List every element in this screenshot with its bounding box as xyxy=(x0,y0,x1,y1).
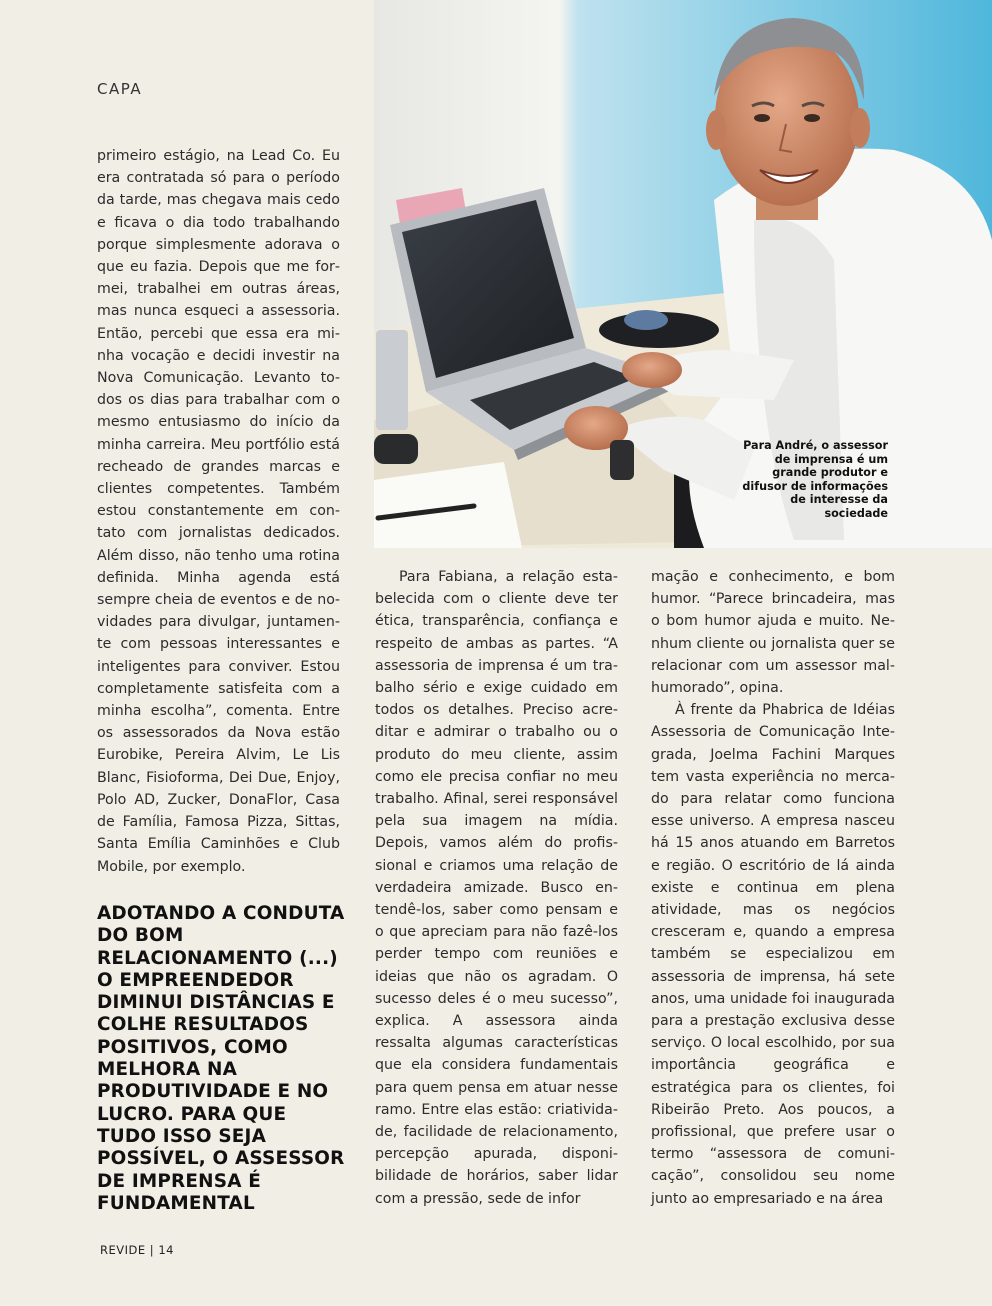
article-column-1 xyxy=(97,145,340,878)
pull-quote: ADOTANDO A CONDUTA DO BOM RELACIONAMENTO (...) O EMPREENDEDOR DIMINUI DISTÂNCIAS E COLHE RESULTADOS POSITIVOS, COMO MELHORA NA PRODUTIVIDADE E NO LUCRO. PARA QUE TUDO ISSO SEJA POSSÍVEL, O ASSESSOR DE IMPRENSA É FUNDAMENTAL xyxy=(97,903,345,1214)
paragraph: mação e conhecimento, e bom humor. “Parece brincadeira, mas o bom humor ajuda e muito. Nenhum cliente ou jornalista quer se relacionar com um assessor mal-humorado”, opina. xyxy=(651,569,895,697)
article-photo xyxy=(374,0,992,548)
photo-caption: Para André, o assessor de imprensa é um grande produtor e difusor de informações de interesse da sociedade xyxy=(742,439,888,520)
article-column-2 xyxy=(375,566,618,1210)
page-footer: REVIDE | 14 xyxy=(100,1243,174,1257)
paragraph: À frente da Phabrica de Idéias Assessoria de Comunicação Integrada, Joelma Fachini Marques tem vasta experiência no mercado para relatar como funciona esse universo. A empresa nasceu há 15 anos atuando em Barretos e região. O escritório de lá ainda existe e continua em plena atividade, mas os negócios cresceram e, quando a empresa também se especializou em assessoria de imprensa, há sete anos, uma unidade foi inaugurada para a prestação exclusiva desse serviço. O local escolhido, por sua importância geográfica e estratégica para os clientes, foi Ribeirão Preto. Aos poucos, a profissional, que prefere usar o termo “assessora de comunicação”, consolidou seu nome junto ao empresariado e na área xyxy=(651,702,895,1207)
paragraph: Para Fabiana, a relação estabelecida com o cliente deve ter ética, transparência, confiança e respeito de ambas as partes. “A assessoria de imprensa é um trabalho sério e exige cuidado em todos os detalhes. Preciso acreditar e admirar o trabalho ou o produto do meu cliente, assim como ele precisa confiar no meu trabalho. Afinal, serei responsável pela sua imagem na mídia. Depois, vamos além do profissional e criamos uma relação de verdadeira amizade. Busco entendê-los, saber como pensam e o que apreciam para não fazê-los perder tempo com reuniões e ideias que não os agradam. O sucesso deles é o meu sucesso”, explica. A assessora ainda ressalta algumas características que ela considera fundamentais para quem pensa em atuar nesse ramo. Entre elas estão: criatividade, facilidade de relacionamento, percepção apurada, disponibilidade de horários, saber lidar com a pressão, sede de infor xyxy=(375,569,618,1207)
section-label: CAPA xyxy=(97,80,143,98)
paragraph: primeiro estágio, na Lead Co. Eu era contratada só para o período da tarde, mas chegava mais cedo e ficava o dia todo trabalhando porque simplesmente adorava o que eu fazia. Depois que me formei, trabalhei em outras áreas, mas nunca esqueci a assessoria. Então, percebi que essa era minha vocação e decidi investir na Nova Comunicação. Levanto todos os dias para trabalhar com o mesmo entusiasmo do início da minha carreira. Meu portfólio está recheado de grandes marcas e clientes competentes. Também estou constantemente em contato com jornalistas dedicados. Além disso, não tenho uma rotina definida. Minha agenda está sempre cheia de eventos e de novidades para divulgar, juntamente com pessoas interessantes e inteligentes para conviver. Estou completamente satisfeita com a minha escolha”, comenta. Entre os assessorados da Nova estão Eurobike, Pereira Alvim, Le Lis Blanc, Fisioforma, Dei Due, Enjoy, Polo AD, Zucker, DonaFlor, Casa de Família, Famosa Pizza, Sittas, Santa Emília Caminhões e Club Mobile, por exemplo. xyxy=(97,148,340,875)
article-column-3 xyxy=(651,566,895,1210)
